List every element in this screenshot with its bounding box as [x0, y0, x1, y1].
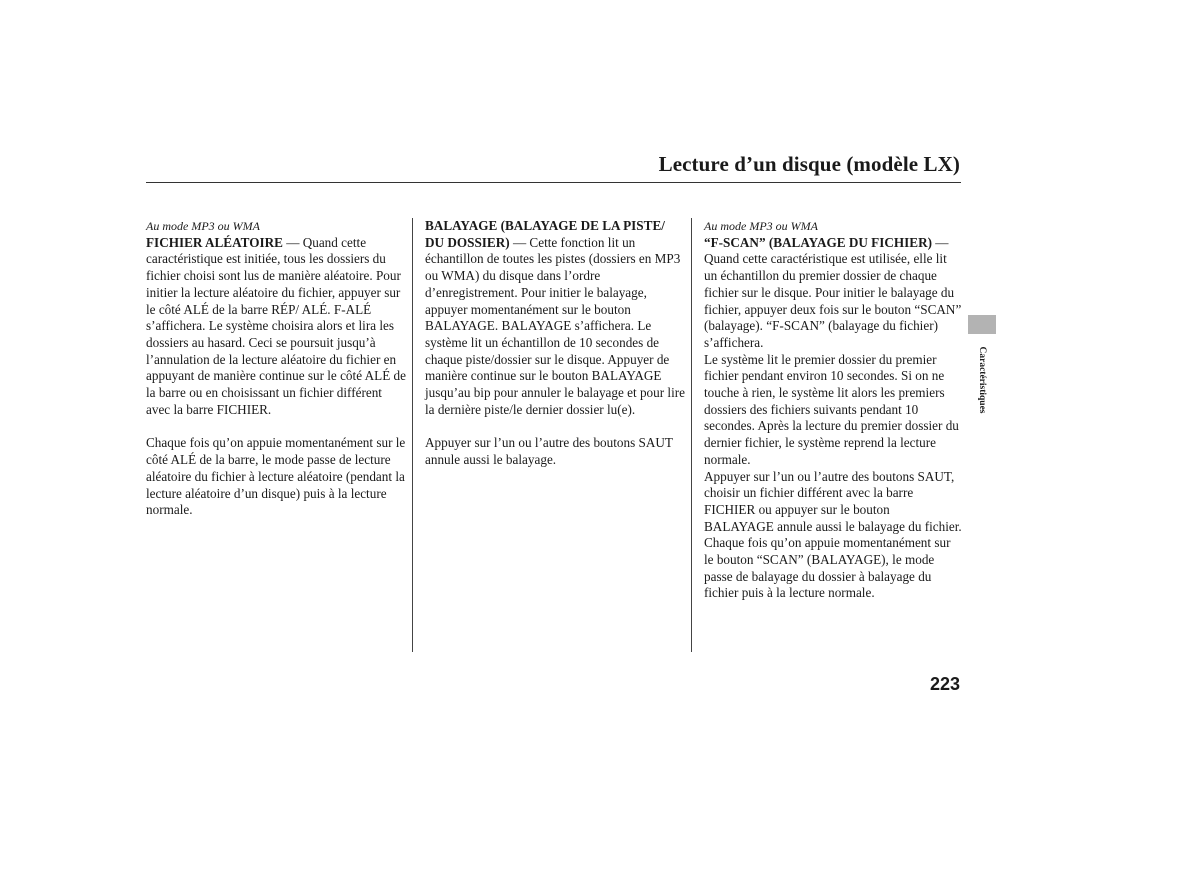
paragraph-text: Quand cette caractéristique est initiée, tous les dossiers du fichier choisi sont lus de manière aléatoire. Pour initier la lecture aléatoire du fichier, appuyer sur le côté ALÉ de la barre RÉP/ ALÉ. F-ALÉ s’affichera. Le système choisira alors et lira les dossiers au hasard. Ceci se poursuit jusqu’à l’annulation de la lecture aléatoire du fichier en appuyant de manière continue sur le côté ALÉ de la barre ou en choisissant un fichier différent avec la barre FICHIER. — [146, 234, 406, 417]
mode-label: Au mode MP3 ou WMA — [146, 219, 260, 233]
heading-dash: — — [932, 234, 949, 250]
paragraph-text: Cette fonction lit un échantillon de toutes les pistes (dossiers en MP3 ou WMA) du disque dans l’ordre d’enregistrement. Pour initier le balayage, appuyer momentanément sur le bouton BALAYAGE. BALAYAGE s’affichera. Le système lit un échantillon de 10 secondes de chaque piste/dossier sur le disque. Appuyer de manière continue sur le bouton BALAYAGE jusqu’au bip pour annuler le balayage et pour lire la dernière piste/le dernier dossier lu(e). — [425, 234, 685, 417]
scan-paragraph-2: Appuyer sur l’un ou l’autre des boutons SAUT annule aussi le balayage. — [425, 435, 673, 468]
heading-dash: — — [282, 234, 303, 250]
column-divider — [412, 218, 413, 652]
random-file-paragraph-1 — [146, 235, 408, 419]
page-title: Lecture d’un disque (modèle LX) — [658, 152, 960, 176]
mode-label: Au mode MP3 ou WMA — [704, 219, 818, 233]
heading-dash: — — [509, 234, 530, 250]
file-scan-paragraph-4: Chaque fois qu’on appuie momentanément sur le bouton “SCAN” (BALAYAGE), le mode passe de balayage du dossier à balayage du fichier puis à la lecture normale. — [704, 535, 951, 601]
section-tab-marker — [968, 315, 996, 334]
page-number: 223 — [929, 674, 960, 694]
title-divider — [146, 182, 961, 183]
file-scan-paragraph-2: Le système lit le premier dossier du premier fichier pendant environ 10 secondes. Si on ne touche à rien, le système lit alors les premiers dossiers des fichiers suivants pendant 10 secondes. Après la lecture du premier dossier du dernier fichier, le système reprend la lecture normale. — [704, 351, 959, 467]
section-heading: “F-SCAN” (BALAYAGE DU FICHIER) — [704, 234, 932, 250]
column-scan — [425, 218, 687, 469]
random-file-paragraph-2: Chaque fois qu’on appuie momentanément sur le côté ALÉ de la barre, le mode passe de lecture aléatoire du fichier à lecture aléatoire (pendant la lecture aléatoire d’un disque) puis à la lecture normale. — [146, 435, 406, 518]
file-scan-heading-line — [704, 235, 962, 252]
section-heading: FICHIER ALÉATOIRE — [146, 234, 283, 250]
section-heading: BALAYAGE (BALAYAGE DE LA PISTE/ DU DOSSIER) — [425, 218, 665, 250]
column-random-file — [146, 218, 408, 519]
section-side-label: Caractéristiques — [977, 346, 987, 414]
scan-paragraph-1 — [425, 218, 687, 418]
file-scan-paragraph-1: Quand cette caractéristique est utilisée, elle lit un échantillon du premier dossier de chaque fichier sur le disque. Pour initier le balayage du fichier, appuyer deux fois sur le bouton “SCAN” (balayage). “F-SCAN” (balayage du fichier) s’affichera. — [704, 251, 962, 350]
column-file-scan — [704, 218, 962, 602]
file-scan-paragraph-3: Appuyer sur l’un ou l’autre des boutons SAUT, choisir un fichier différent avec la barre FICHIER ou appuyer sur le bouton BALAYAGE annule aussi le balayage du fichier. — [704, 468, 962, 534]
column-divider — [691, 218, 692, 652]
